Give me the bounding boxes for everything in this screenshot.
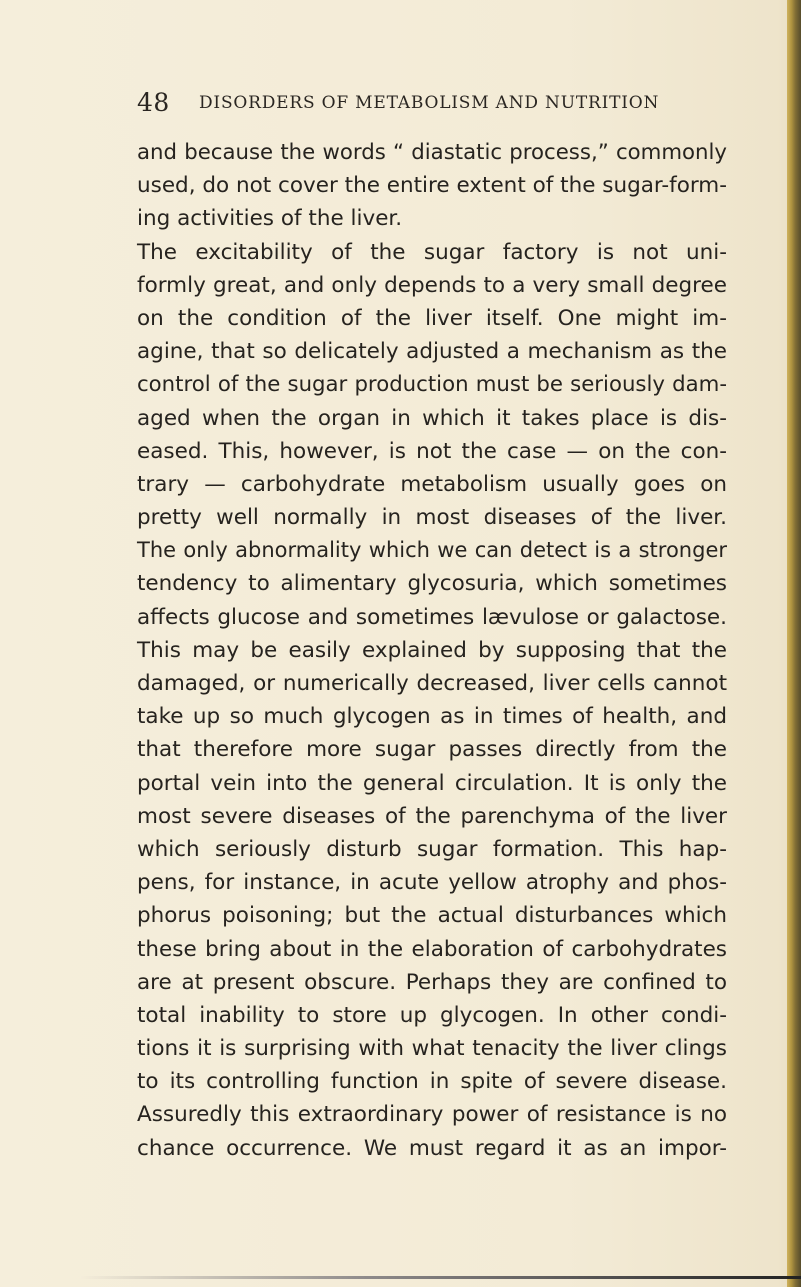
page-number: 48 bbox=[137, 88, 170, 117]
text-line: on the condition of the liver itself. One might im- bbox=[137, 305, 727, 331]
text-line: trary — carbohydrate metabolism usually goes on bbox=[137, 471, 727, 497]
text-line: The only abnormality which we can detect is a stronger bbox=[137, 538, 727, 563]
text-line: most severe diseases of the parenchyma of the liver bbox=[137, 803, 727, 829]
text-line: these bring about in the elaboration of carbohydrates bbox=[137, 936, 727, 962]
page-edge bbox=[787, 0, 801, 1287]
text-line: phorus poisoning; but the actual disturbances which bbox=[137, 903, 727, 929]
text-line: tions it is surprising with what tenacity the liver clings bbox=[137, 1036, 727, 1062]
text-line: are at present obscure. Perhaps they are confined to bbox=[137, 969, 727, 995]
text-line: aged when the organ in which it takes place is dis- bbox=[137, 405, 727, 431]
text-line: formly great, and only depends to a very small degree bbox=[137, 272, 727, 298]
text-line: damaged, or numerically decreased, liver cells cannot bbox=[137, 671, 727, 696]
text-line: ing activities of the liver. bbox=[137, 206, 403, 232]
text-line: tendency to alimentary glycosuria, which sometimes bbox=[137, 571, 727, 597]
text-line: The excitability of the sugar factory is not uni- bbox=[137, 239, 727, 265]
text-line: chance occurrence. We must regard it as an impor- bbox=[137, 1135, 727, 1161]
text-line: This may be easily explained by supposing that the bbox=[137, 637, 727, 663]
text-line: eased. This, however, is not the case — on the con- bbox=[137, 438, 727, 464]
page-bottom-edge bbox=[80, 1276, 801, 1279]
text-line: control of the sugar production must be seriously dam- bbox=[137, 372, 727, 398]
text-line: take up so much glycogen as in times of health, and bbox=[137, 704, 727, 730]
text-line: to its controlling function in spite of severe disease. bbox=[137, 1069, 727, 1095]
text-line: pens, for instance, in acute yellow atrophy and phos- bbox=[137, 870, 727, 896]
text-line: total inability to store up glycogen. In other condi- bbox=[137, 1002, 727, 1028]
text-line: portal vein into the general circulation. It is only the bbox=[137, 770, 727, 796]
text-line: affects glucose and sometimes lævulose or galactose. bbox=[137, 604, 727, 630]
text-line: Assuredly this extraordinary power of resistance is no bbox=[137, 1102, 727, 1128]
body-text bbox=[137, 136, 727, 1165]
running-head-title: DISORDERS OF METABOLISM AND NUTRITION bbox=[199, 93, 660, 113]
text-line: and because the words “ diastatic process,” commonly bbox=[137, 140, 727, 165]
running-head bbox=[137, 88, 737, 122]
text-line: that therefore more sugar passes directly from the bbox=[137, 737, 727, 763]
text-line: agine, that so delicately adjusted a mechanism as the bbox=[137, 339, 727, 365]
text-line: pretty well normally in most diseases of the liver. bbox=[137, 505, 727, 531]
text-line: which seriously disturb sugar formation. This hap- bbox=[137, 836, 727, 862]
text-line: used, do not cover the entire extent of the sugar-form- bbox=[137, 173, 728, 199]
